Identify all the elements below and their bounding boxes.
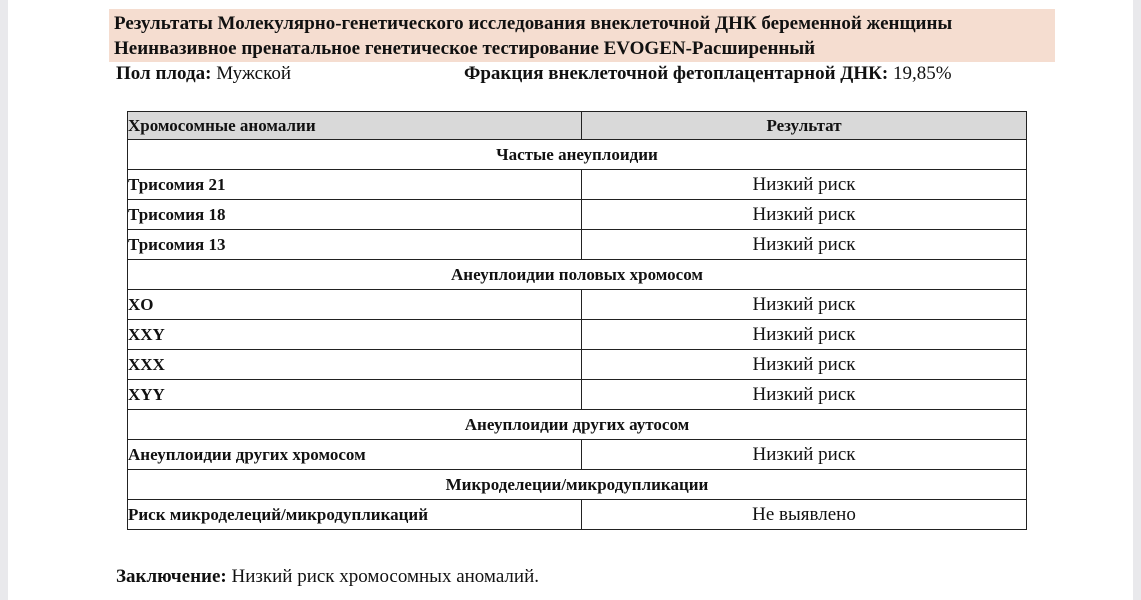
table-row [128,320,1027,350]
table-row [128,170,1027,200]
report-title: Результаты Молекулярно-генетического исследования внеклеточной ДНК беременной женщины [114,13,953,34]
anomaly-result: Низкий риск [582,350,1027,380]
anomaly-name: Трисомия 21 [128,170,582,200]
test-name: Неинвазивное пренатальное генетическое тестирование EVOGEN-Расширенный [114,38,816,59]
anomaly-result: Не выявлено [582,500,1027,530]
fetal-sex-label: Пол плода: [116,63,212,84]
anomaly-name: Трисомия 13 [128,230,582,260]
fetal-fraction [464,63,952,85]
anomaly-result: Низкий риск [582,440,1027,470]
anomaly-result: Низкий риск [582,200,1027,230]
table-row [128,350,1027,380]
table-row [128,290,1027,320]
anomaly-result: Низкий риск [582,320,1027,350]
document-page [8,0,1133,600]
anomaly-name: Трисомия 18 [128,200,582,230]
anomaly-result: Низкий риск [582,380,1027,410]
anomaly-name: XO [128,290,582,320]
anomaly-result: Низкий риск [582,170,1027,200]
section-row [128,260,1027,290]
anomaly-name: XXX [128,350,582,380]
anomaly-result: Низкий риск [582,230,1027,260]
fetal-sex-value: Мужской [216,63,292,84]
fetal-sex [116,63,291,85]
anomaly-name: XYY [128,380,582,410]
column-header-result: Результат [582,112,1027,140]
section-row [128,470,1027,500]
anomaly-name: XXY [128,320,582,350]
fetal-fraction-value: 19,85% [892,63,952,84]
section-title: Анеуплоидии других аутосом [128,410,1027,440]
section-row [128,140,1027,170]
results-table [127,111,1027,530]
section-title: Микроделеции/микродупликации [128,470,1027,500]
anomaly-name: Анеуплоидии других хромосом [128,440,582,470]
section-title: Анеуплоидии половых хромосом [128,260,1027,290]
anomaly-name: Риск микроделеций/микродупликаций [128,500,582,530]
fetal-fraction-label: Фракция внеклеточной фетоплацентарной ДНК: [464,63,889,84]
conclusion-label: Заключение: [116,566,227,587]
anomaly-result: Низкий риск [582,290,1027,320]
table-row [128,230,1027,260]
table-row [128,380,1027,410]
section-title: Частые анеуплоидии [128,140,1027,170]
section-row [128,410,1027,440]
table-row [128,500,1027,530]
table-row [128,200,1027,230]
column-header-anomalies: Хромосомные аномалии [128,112,582,140]
table-header-row [128,112,1027,140]
conclusion-text: Низкий риск хромосомных аномалий. [231,566,539,587]
conclusion [116,566,539,588]
table-row [128,440,1027,470]
